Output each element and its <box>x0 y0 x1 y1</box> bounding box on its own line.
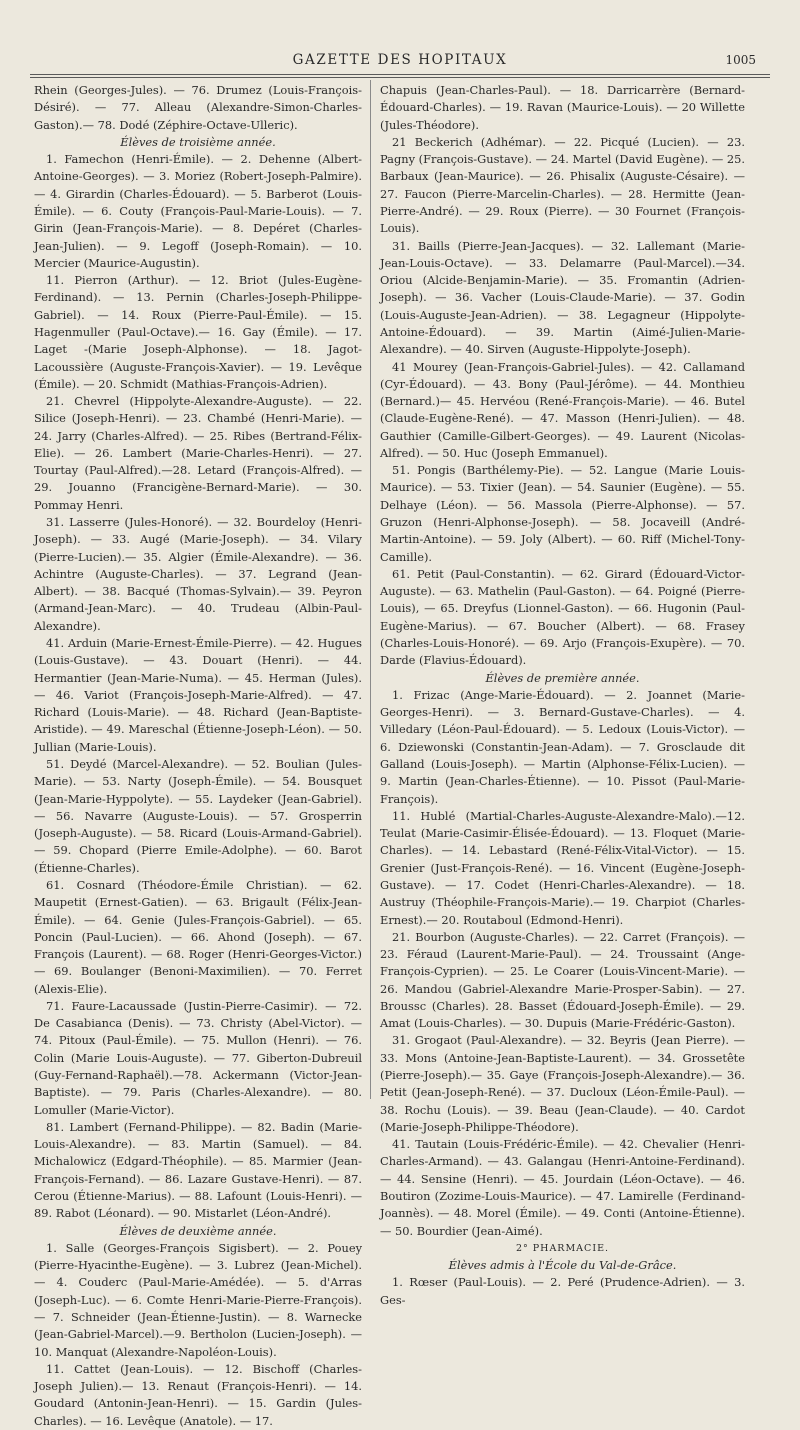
left-column <box>34 82 362 1428</box>
name-list-paragraph: 1. Frizac (Ange-Marie-Édouard). — 2. Joannet (Marie-Georges-Henri). — 3. Bernard-Gustave-Charles). — 4. Villedary (Léon-Paul-Édouard). — 5. Ledoux (Louis-Victor). — 6. Dziewonski (Constantin-Jean-Adam). — 7. Grosclaude dit Galland (Louis-Joseph). — Martin (Alphonse-Félix-Lucien). — 9. Martin (Jean-Charles-Étienne). — 10. Pissot (Paul-Marie-François). <box>380 687 745 806</box>
section-heading-second-year: Élèves de deuxième année. <box>119 1223 277 1238</box>
name-list-paragraph: 1. Famechon (Henri-Émile). — 2. Dehenne (Albert-Antoine-Georges). — 3. Moriez (Robert-Joseph-Palmire). — 4. Girardin (Charles-Édouard). — 5. Barberot (Louis-Émile). — 6. Couty (François-Paul-Marie-Louis). — 7. Girin (Jean-François-Marie). — 8. Depéret (Charles-Jean-Julien). — 9. Legoff (Joseph-Romain). — 10. Mercier (Maurice-Augustin). <box>34 152 362 270</box>
section-heading-pharmacy: 2° PHARMACIE. <box>515 1242 610 1254</box>
journal-title: GAZETTE DES HOPITAUX <box>292 52 508 68</box>
name-list-paragraph: 71. Faure-Lacaussade (Justin-Pierre-Casimir). — 72. De Casabianca (Denis). — 73. Christy (Abel-Victor). — 74. Pitoux (Paul-Émile). — 75. Mullon (Henri). — 76. Colin (Marie Louis-Auguste). — 77. Giberton-Dubreuil (Guy-Fernand-Raphaël).—78. Ackermann (Victor-Jean-Baptiste). — 79. Paris (Charles-Alexandre). — 80. Lomuller (Marie-Victor). <box>34 998 362 1117</box>
name-list-paragraph: 81. Lambert (Fernand-Philippe). — 82. Badin (Marie-Louis-Alexandre). — 83. Martin (Samuel). — 84. Michalowicz (Edgard-Théophile). — 85. Marmier (Jean-François-Fernand). — 86. Lazare Gustave-Henri). — 87. Cerou (Étienne-Marius). — 88. Lafount (Louis-Henri). — 89. Rabot (Léonard). — 90. Mistarlet (Léon-André). <box>34 1119 362 1221</box>
continued-list: Rhein (Georges-Jules). — 76. Drumez (Louis-François-Désiré). — 77. Alleau (Alexandre-Simon-Charles-Gaston).— 78. Dodé (Zéphire-Octave-Ulleric). <box>34 83 362 132</box>
name-list-paragraph: 61. Petit (Paul-Constantin). — 62. Girard (Édouard-Victor-Auguste). — 63. Mathelin (Paul-Gaston). — 64. Poigné (Pierre-Louis), — 65. Dreyfus (Lionnel-Gaston). — 66. Hugonin (Paul-Eugène-Marius). — 67. Boucher (Albert). — 68. Frasey (Charles-Louis-Honoré). — 69. Arjo (François-Exupère). — 70. Darde (Flavius-Édouard). <box>380 566 745 668</box>
continued-list: Chapuis (Jean-Charles-Paul). — 18. Darricarrère (Bernard-Édouard-Charles). — 19. Ravan (Maurice-Louis). — 20 Willette (Jules-Théodore). <box>380 83 745 132</box>
name-list-paragraph: 31. Lasserre (Jules-Honoré). — 32. Bourdeloy (Henri-Joseph). — 33. Augé (Marie-Joseph). — 34. Vilary (Pierre-Lucien).— 35. Algier (Émile-Alexandre). — 36. Achintre (Auguste-Charles). — 37. Legrand (Jean-Albert). — 38. Bacqué (Thomas-Sylvain).— 39. Peyron (Armand-Jean-Marc). — 40. Trudeau (Albin-Paul-Alexandre). <box>34 515 362 633</box>
name-list-paragraph: 21 Beckerich (Adhémar). — 22. Picqué (Lucien). — 23. Pagny (François-Gustave). — 24. Martel (David Eugène). — 25. Barbaux (Jean-Maurice). — 26. Phisalix (Auguste-Césaire). — 27. Faucon (Pierre-Marcelin-Charles). — 28. Hermitte (Jean-Pierre-André). — 29. Roux (Pierre). — 30 Fournet (François-Louis). <box>380 134 745 236</box>
subsection-heading-val-de-grace: Élèves admis à l'École du Val-de-Grâce. <box>448 1258 677 1273</box>
name-list-paragraph: 1. Rœser (Paul-Louis). — 2. Peré (Prudence-Adrien). — 3. Ges- <box>380 1275 745 1307</box>
name-list-paragraph: 11. Hublé (Martial-Charles-Auguste-Alexandre-Malo).—12. Teulat (Marie-Casimir-Élisée-Édouard). — 13. Floquet (Marie-Charles). — 14. Lebastard (René-Félix-Vital-Victor). — 15. Grenier (Just-François-René). — 16. Vincent (Eugène-Joseph-Gustave). — 17. Codet (Henri-Charles-Alexandre). — 18. Austruy (Théophile-François-Marie).— 19. Charpiot (Charles-Ernest).— 20. Routaboul (Edmond-Henri). <box>380 808 745 927</box>
column-divider <box>370 80 371 1099</box>
name-list-paragraph: 51. Pongis (Barthélemy-Pie). — 52. Langue (Marie Louis-Maurice). — 53. Tixier (Jean). — 54. Saunier (Eugène). — 55. Delhaye (Léon). — 56. Massola (Pierre-Alphonse). — 57. Gruzon (Henri-Alphonse-Joseph). — 58. Jocaveill (André-Martin-Antoine). — 59. Joly (Albert). — 60. Riff (Michel-Tony-Camille). <box>380 463 745 564</box>
name-list-paragraph: 41. Tautain (Louis-Frédéric-Émile). — 42. Chevalier (Henri-Charles-Armand). — 43. Galangau (Henri-Antoine-Ferdinand). — 44. Sensine (Henri). — 45. Jourdain (Léon-Octave). — 46. Boutiron (Zozime-Louis-Maurice). — 47. Lamirelle (Ferdinand-Joannès). — 48. Morel (Émile). — 49. Conti (Antoine-Étienne). — 50. Bourdier (Jean-Aimé). <box>380 1137 745 1238</box>
page-header <box>30 52 770 72</box>
header-rule-bottom <box>30 77 770 78</box>
name-list-paragraph: 31. Grogaot (Paul-Alexandre). — 32. Beyris (Jean Pierre). — 33. Mons (Antoine-Jean-Baptiste-Laurent). — 34. Grossetête (Pierre-Joseph).— 35. Gaye (François-Joseph-Alexandre).— 36. Petit (Jean-Joseph-René). — 37. Ducloux (Léon-Émile-Paul). — 38. Rochu (Louis). — 39. Beau (Jean-Claude). — 40. Cardot (Marie-Joseph-Philippe-Théodore). <box>380 1033 745 1134</box>
name-list-paragraph: 21. Bourbon (Auguste-Charles). — 22. Carret (François). — 23. Féraud (Laurent-Marie-Paul). — 24. Troussaint (Ange-François-Cyprien). — 25. Le Coarer (Louis-Vincent-Marie). — 26. Mandou (Gabriel-Alexandre Marie-Prosper-Sabin). — 27. Broussc (Charles). 28. Basset (Édouard-Joseph-Émile). — 29. Amat (Louis-Charles). — 30. Dupuis (Marie-Frédéric-Gaston). <box>380 929 745 1031</box>
name-list-paragraph: 31. Baills (Pierre-Jean-Jacques). — 32. Lallemant (Marie-Jean-Louis-Octave). — 33. Delamarre (Paul-Marcel).—34. Oriou (Alcide-Benjamin-Marie). — 35. Fromantin (Adrien-Joseph). — 36. Vacher (Louis-Claude-Marie). — 37. Godin (Louis-Auguste-Jean-Adrien). — 38. Legagneur (Hippolyte-Antoine-Édouard). — 39. Martin (Aimé-Julien-Marie-Alexandre). — 40. Sirven (Auguste-Hippolyte-Joseph). <box>380 238 745 357</box>
name-list-paragraph: 41 Mourey (Jean-François-Gabriel-Jules). — 42. Callamand (Cyr-Édouard). — 43. Bony (Paul-Jérôme). — 44. Monthieu (Bernard.)— 45. Hervéou (René-François-Marie). — 46. Butel (Claude-Eugène-René). — 47. Masson (Henri-Julien). — 48. Gauthier (Camille-Gilbert-Georges). — 49. Laurent (Nicolas-Alfred). — 50. Huc (Joseph Emmanuel). <box>380 359 745 460</box>
name-list-paragraph: 51. Deydé (Marcel-Alexandre). — 52. Boulian (Jules-Marie). — 53. Narty (Joseph-Émile). — 54. Bousquet (Jean-Marie-Hyppolyte). — 55. Laydeker (Jean-Gabriel). — 56. Navarre (Auguste-Louis). — 57. Grosperrin (Joseph-Auguste). — 58. Ricard (Louis-Armand-Gabriel). — 59. Chopard (Pierre Emile-Adolphe). — 60. Barot (Étienne-Charles). <box>34 756 362 875</box>
name-list-paragraph: 11. Cattet (Jean-Louis). — 12. Bischoff (Charles-Joseph Julien).— 13. Renaut (François-Henri). — 14. Goudard (Antonin-Jean-Henri). — 15. Gardin (Jules-Charles). — 16. Levêque (Anatole). — 17. <box>34 1361 362 1428</box>
name-list-paragraph: 11. Pierron (Arthur). — 12. Briot (Jules-Eugène-Ferdinand). — 13. Pernin (Charles-Joseph-Philippe-Gabriel). — 14. Roux (Pierre-Paul-Émile). — 15. Hagenmuller (Paul-Octave).— 16. Gay (Émile). — 17. Laget -(Marie Joseph-Alphonse). — 18. Jagot-Lacoussière (Auguste-François-Xavier). — 19. Levêque (Émile). — 20. Schmidt (Mathias-François-Adrien). <box>34 273 362 391</box>
name-list-paragraph: 21. Chevrel (Hippolyte-Alexandre-Auguste). — 22. Silice (Joseph-Henri). — 23. Chambé (Henri-Marie). — 24. Jarry (Charles-Alfred). — 25. Ribes (Bertrand-Félix-Elie). — 26. Lambert (Marie-Charles-Henri). — 27. Tourtay (Paul-Alfred).—28. Letard (François-Alfred). — 29. Jouanno (Francigène-Bernard-Marie). — 30. Pommay Henri. <box>34 394 362 512</box>
section-heading-third-year: Élèves de troisième année. <box>120 134 276 149</box>
right-column <box>380 82 745 1307</box>
header-rule-top <box>30 74 770 75</box>
page-number: 1005 <box>725 53 756 67</box>
name-list-paragraph: 1. Salle (Georges-François Sigisbert). — 2. Pouey (Pierre-Hyacinthe-Eugène). — 3. Lubrez (Jean-Michel). — 4. Couderc (Paul-Marie-Amédée). — 5. d'Arras (Joseph-Luc). — 6. Comte Henri-Marie-Pierre-François). — 7. Schneider (Jean-Étienne-Justin). — 8. Warnecke (Jean-Gabriel-Marcel).—9. Bertholon (Lucien-Joseph). — 10. Manquat (Alexandre-Napoléon-Louis). <box>34 1240 362 1359</box>
name-list-paragraph: 41. Arduin (Marie-Ernest-Émile-Pierre). — 42. Hugues (Louis-Gustave). — 43. Douart (Henri). — 44. Hermantier (Jean-Marie-Numa). — 45. Herman (Jules). — 46. Variot (François-Joseph-Marie-Alfred). — 47. Richard (Louis-Marie). — 48. Richard (Jean-Baptiste-Aristide). — 49. Mareschal (Étienne-Joseph-Léon). — 50. Jullian (Marie-Louis). <box>34 636 362 754</box>
name-list-paragraph: 61. Cosnard (Théodore-Émile Christian). — 62. Maupetit (Ernest-Gatien). — 63. Brigault (Félix-Jean-Émile). — 64. Genie (Jules-François-Gabriel). — 65. Poncin (Paul-Lucien). — 66. Ahond (Joseph). — 67. François (Laurent). — 68. Roger (Henri-Georges-Victor.) — 69. Boulanger (Benoni-Maximilien). — 70. Ferret (Alexis-Elie). <box>34 877 362 996</box>
section-heading-first-year: Élèves de première année. <box>485 670 640 685</box>
